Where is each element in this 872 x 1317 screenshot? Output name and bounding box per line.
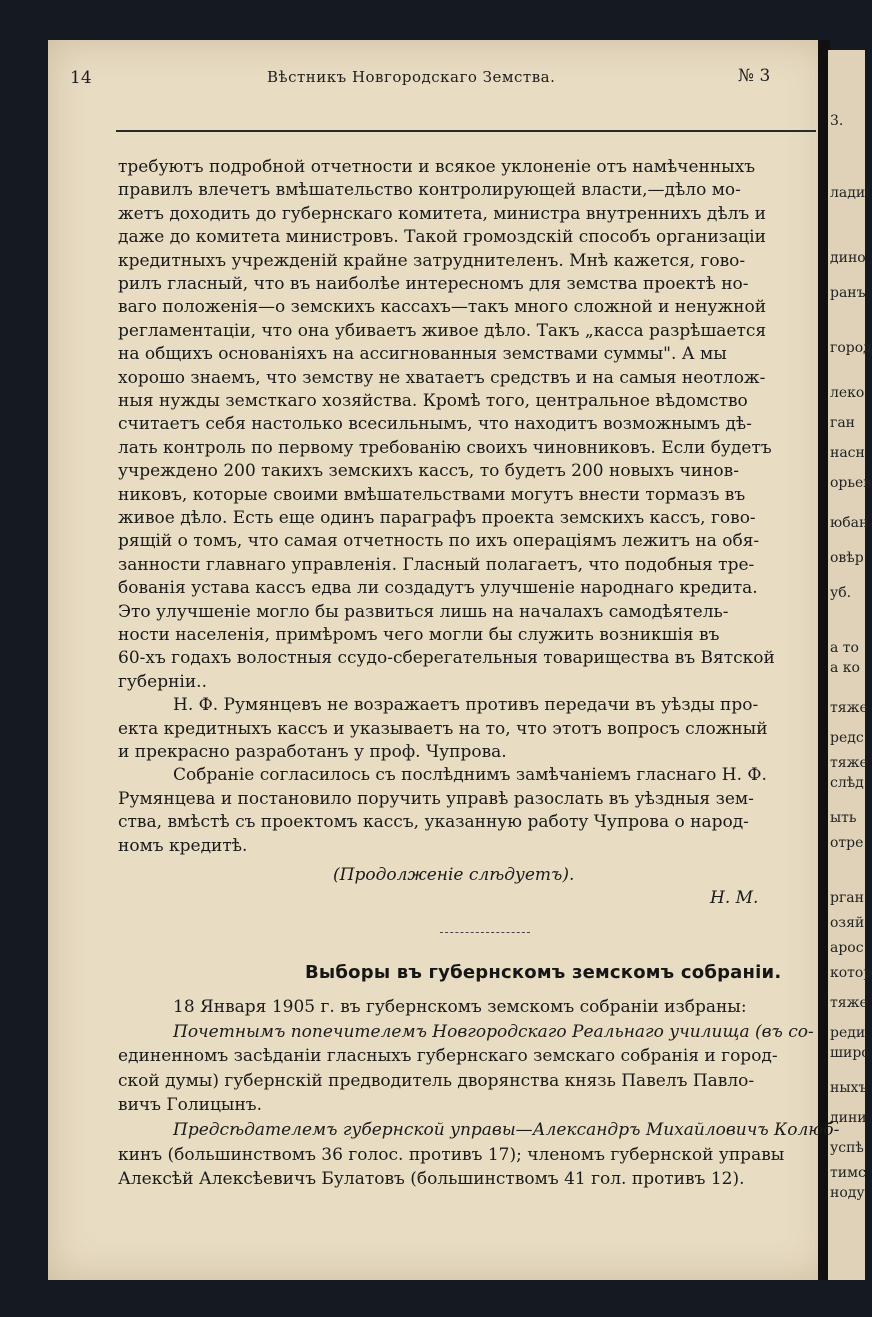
text-line: номъ кредитѣ. <box>118 835 248 856</box>
facing-page-fragment: успѣ <box>830 1140 864 1156</box>
text-line: Румянцева и постановило поручить управѣ разослать въ уѣздныя зем- <box>118 788 754 809</box>
facing-page-fragment: ладиі <box>830 185 870 201</box>
text-line: занности главнаго управленія. Гласный полагаетъ, что подобныя тре- <box>118 554 755 575</box>
issue-number: № 3 <box>738 66 771 86</box>
text-line: живое дѣло. Есть еще одинъ параграфъ проекта земскихъ кассъ, гово- <box>118 508 756 528</box>
text-line: Это улучшеніе могло бы развиться лишь на началахъ самодѣятель- <box>118 601 729 622</box>
election-line: Предсѣдателемъ губернской управы—Александръ Михайловичъ Колюб- <box>173 1120 840 1140</box>
facing-page-fragment: юбан <box>830 515 869 531</box>
continuation-note: (Продолженіе слѣдуетъ). <box>333 865 575 885</box>
running-header <box>70 66 790 90</box>
text-line: рилъ гласный, что въ наиболѣе интересномъ для земства проектѣ но- <box>118 274 749 294</box>
author-signature: Н. М. <box>710 888 759 908</box>
section-title: Выборы въ губернскомъ земскомъ собраніи. <box>305 962 782 983</box>
text-line: учреждено 200 такихъ земскихъ кассъ, то будетъ 200 новыхъ чинов- <box>118 461 739 482</box>
facing-page-fragment: слѣд <box>830 775 864 791</box>
election-line: 18 Января 1905 г. въ губернскомъ земскомъ собраніи избраны: <box>173 997 747 1017</box>
facing-page-fragment: реди <box>830 1025 866 1041</box>
facing-page-fragment: а то <box>830 640 859 656</box>
text-line: бованія устава кассъ едва ли создадутъ улучшеніе народнаго кредита. <box>118 578 758 599</box>
facing-page-fragment: овѣр <box>830 550 864 566</box>
facing-page-fragment: тяже <box>830 700 868 716</box>
text-line: ства, вмѣстѣ съ проектомъ кассъ, указанную работу Чупрова о народ- <box>118 812 749 833</box>
facing-page-fragment: редс <box>830 730 864 746</box>
facing-page-fragment: ранъ <box>830 285 866 301</box>
text-line: регламентаціи, что она убиваетъ живое дѣло. Такъ „касса разрѣшается <box>118 320 767 341</box>
facing-page-fragment: город <box>830 340 872 356</box>
facing-page-fragment: котор <box>830 965 872 981</box>
facing-page-fragment: тяже <box>830 755 868 771</box>
text-line: рящій о томъ, что самая отчетность по ихъ операціямъ лежитъ на обя- <box>118 531 760 552</box>
facing-page-fragment: ныхъ <box>830 1080 868 1096</box>
text-line: ности населенія, примѣромъ чего могли бы служить возникшія въ <box>118 625 720 645</box>
facing-page-fragment: широ <box>830 1045 870 1061</box>
journal-title: Вѣстникъ Новгородскаго Земства. <box>267 68 556 86</box>
text-line: Собраніе согласилось съ послѣднимъ замѣчаніемъ гласнаго Н. Ф. <box>173 765 767 786</box>
text-line: губерніи.. <box>118 671 207 692</box>
facing-page-fragment: ноду <box>830 1185 865 1201</box>
text-line: 60-хъ годахъ волостныя ссудо-сберегательныя товарищества въ Вятской <box>118 648 775 669</box>
facing-page-fragment: ган <box>830 415 856 431</box>
section-divider <box>440 932 530 933</box>
election-line: вичъ Голицынъ. <box>118 1095 262 1116</box>
text-line: и прекрасно разработанъ у проф. Чупрова. <box>118 742 507 762</box>
facing-page-fragment: арос <box>830 940 864 956</box>
facing-page-fragment: тяже <box>830 995 868 1011</box>
text-line: екта кредитныхъ кассъ и указываетъ на то, что этотъ вопросъ сложный <box>118 718 768 739</box>
facing-page-fragment: леко <box>830 385 865 401</box>
facing-page-fragment: отре <box>830 835 864 851</box>
facing-page-fragment: насн <box>830 445 865 461</box>
facing-page-fragment: тимс <box>830 1165 866 1181</box>
election-line: Почетнымъ попечителемъ Новгородскаго Реальнаго училища (въ со- <box>173 1021 814 1042</box>
text-line: на общихъ основаніяхъ на ассигнованныя земствами суммы". А мы <box>118 344 727 365</box>
header-rule <box>116 130 816 132</box>
facing-page-fragment: дино <box>830 250 866 266</box>
facing-page-fragment: ыть <box>830 810 857 826</box>
text-line: хорошо знаемъ, что земству не хватаетъ средствъ и на самыя неотлож- <box>118 367 766 388</box>
text-line: Н. Ф. Румянцевъ не возражаетъ противъ передачи въ уѣзды про- <box>173 695 759 716</box>
text-line: ваго положенія—о земскихъ кассахъ—такъ много сложной и ненужной <box>118 297 767 318</box>
text-line: даже до комитета министровъ. Такой громоздскій способъ организаціи <box>118 227 766 248</box>
text-line: ныя нужды земсткаго хозяйства. Кромѣ того, центральное вѣдомство <box>118 391 748 411</box>
election-line: кинъ (большинствомъ 36 голос. противъ 17); членомъ губернской управы <box>118 1144 785 1165</box>
text-line: считаетъ себя настолько всесильнымъ, что находитъ возможнымъ дѣ- <box>118 414 752 435</box>
facing-page-fragment: 3. <box>830 113 844 129</box>
facing-page-fragment: озяй <box>830 915 865 931</box>
facing-page-fragment: дини <box>830 1110 867 1126</box>
facing-page-fragment: орьев <box>830 475 872 491</box>
election-line: единенномъ засѣданіи гласныхъ губернскаго земскаго собранія и город- <box>118 1046 778 1067</box>
facing-page-edge <box>828 50 872 1280</box>
text-line: лать контроль по первому требованію своихъ чиновниковъ. Если будетъ <box>118 437 772 458</box>
election-line: ской думы) губернскій предводитель дворянства князь Павелъ Павло- <box>118 1070 755 1091</box>
text-line: правилъ влечетъ вмѣшательство контролирующей власти,—дѣло мо- <box>118 180 741 201</box>
facing-page-fragment: уб. <box>830 585 852 601</box>
text-line: никовъ, которые своими вмѣшательствами могутъ внести тормазъ въ <box>118 484 746 505</box>
text-line: жетъ доходить до губернскаго комитета, министра внутреннихъ дѣлъ и <box>118 203 766 224</box>
page-number: 14 <box>70 68 92 88</box>
election-line: Алексѣй Алексѣевичъ Булатовъ (большинствомъ 41 гол. противъ 12). <box>118 1169 745 1190</box>
text-line: требуютъ подробной отчетности и всякое уклоненіе отъ намѣченныхъ <box>118 157 756 177</box>
facing-page-fragment: а ко <box>830 660 860 676</box>
text-line: кредитныхъ учрежденій крайне затруднителенъ. Мнѣ кажется, гово- <box>118 250 746 271</box>
facing-page-fragment: рган <box>830 890 864 906</box>
